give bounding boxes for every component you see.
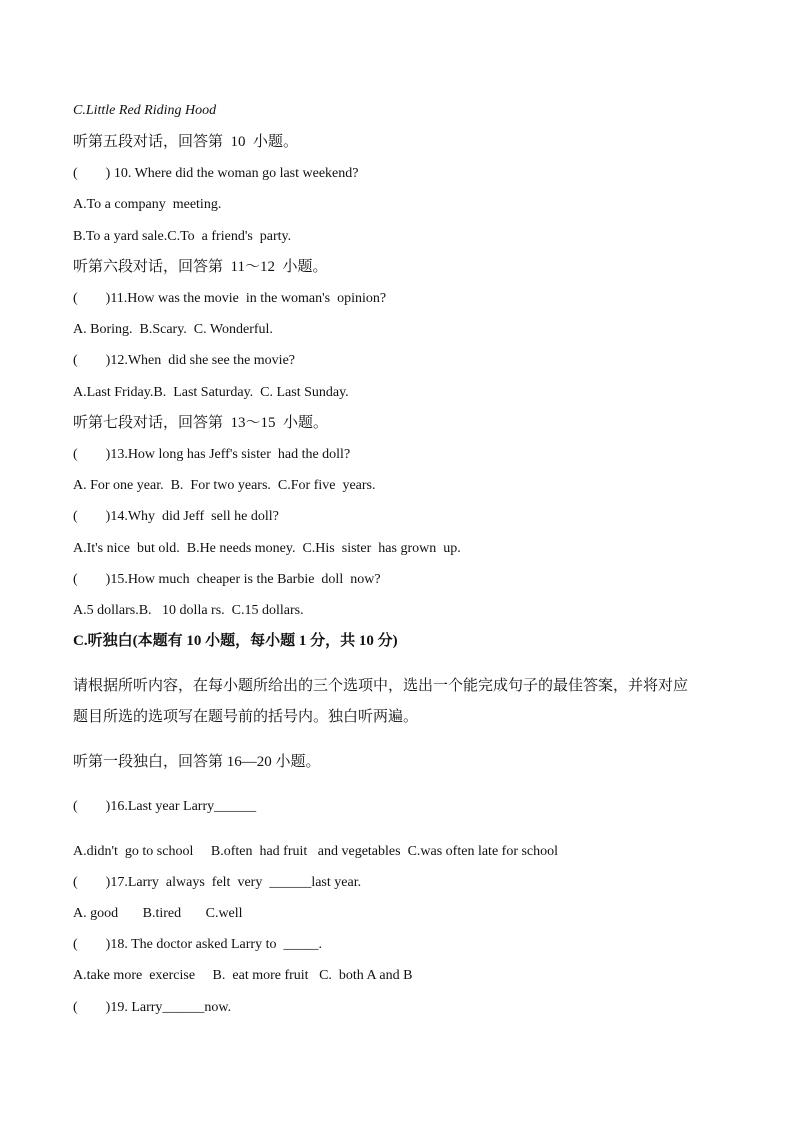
- question-11-options: A. Boring. B.Scary. C. Wonderful.: [73, 322, 273, 337]
- question-17: ( )17.Larry always felt very ______last year.: [73, 875, 362, 890]
- question-16: ( )16.Last year Larry______: [73, 799, 257, 814]
- question-10: ( ) 10. Where did the woman go last weekend?: [73, 166, 359, 181]
- part-c-instruction-line-1: 请根据所听内容，在每小题所给出的三个选项中，选出一个能完成句子的最佳答案，并将对应: [73, 678, 689, 694]
- question-16-options: A.didn't go to school B.often had fruit and vegetables C.was often late for school: [73, 844, 559, 859]
- question-14-options: A.It's nice but old. B.He needs money. C.His sister has grown up.: [73, 541, 461, 556]
- question-13-options: A. For one year. B. For two years. C.For five years.: [73, 478, 376, 493]
- question-12: ( )12.When did she see the movie?: [73, 353, 295, 368]
- part-c-instruction-line-2: 题目所选的选项写在题号前的括号内。独白听两遍。: [73, 709, 419, 725]
- question-19: ( )19. Larry______now.: [73, 1000, 232, 1015]
- option-c-little-red-riding-hood: C.Little Red Riding Hood: [73, 103, 217, 118]
- question-15-options: A.5 dollars.B. 10 dolla rs. C.15 dollars.: [73, 603, 304, 618]
- part-c-heading: C.听独白(本题有 10 小题，每小题 1 分，共 10 分): [73, 633, 398, 649]
- question-13: ( )13.How long has Jeff's sister had the doll?: [73, 447, 351, 462]
- section-7-instruction: 听第七段对话，回答第 13～15 小题。: [73, 415, 329, 431]
- question-14: ( )14.Why did Jeff sell he doll?: [73, 509, 279, 524]
- monologue-1-instruction: 听第一段独白，回答第 16—20 小题。: [73, 754, 321, 770]
- question-11: ( )11.How was the movie in the woman's opinion?: [73, 291, 387, 306]
- section-6-instruction: 听第六段对话，回答第 11～12 小题。: [73, 259, 328, 275]
- question-18-options: A.take more exercise B. eat more fruit C. both A and B: [73, 968, 413, 983]
- question-10-option-a: A.To a company meeting.: [73, 197, 222, 212]
- question-15: ( )15.How much cheaper is the Barbie doll now?: [73, 572, 381, 587]
- question-17-options: A. good B.tired C.well: [73, 906, 243, 921]
- question-18: ( )18. The doctor asked Larry to _____.: [73, 937, 322, 952]
- section-5-instruction: 听第五段对话，回答第 10 小题。: [73, 134, 299, 150]
- question-12-options: A.Last Friday.B. Last Saturday. C. Last Sunday.: [73, 385, 349, 400]
- question-10-options-bc: B.To a yard sale.C.To a friend's party.: [73, 229, 292, 244]
